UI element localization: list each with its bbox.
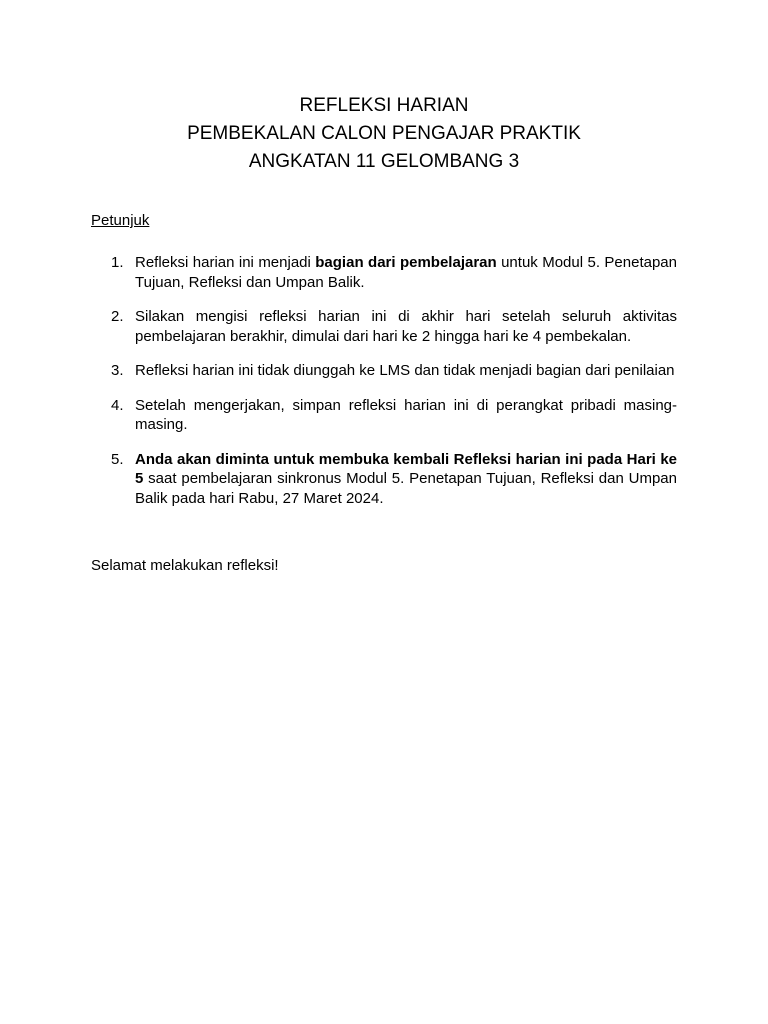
list-item-number: 4. [111, 396, 124, 414]
list-item [111, 253, 677, 292]
list-item-text: Refleksi harian ini tidak diunggah ke LMS dan tidak menjadi bagian dari penilaian [135, 362, 675, 379]
title-line-2: PEMBEKALAN CALON PENGAJAR PRAKTIK [187, 123, 581, 144]
list-item-text: saat pembelajaran sinkronus Modul 5. Penetapan Tujuan, Refleksi dan Umpan Balik pada hari Rabu, 27 Maret 2024. [135, 470, 677, 507]
document-title [0, 92, 768, 176]
list-item-text: Setelah mengerjakan, simpan refleksi harian ini di perangkat pribadi masing-masing. [135, 396, 677, 433]
title-line-1: REFLEKSI HARIAN [299, 95, 469, 116]
list-item-number: 2. [111, 308, 124, 325]
list-item [111, 361, 677, 381]
closing-text: Selamat melakukan refleksi! [91, 557, 279, 574]
list-item-text: untuk Modul 5. Penetapan Tujuan, Refleksi dan Umpan Balik. [135, 254, 677, 291]
title-line-3: ANGKATAN 11 GELOMBANG 3 [248, 151, 520, 172]
instructions-list [111, 253, 677, 523]
list-item-bold-text: bagian dari pembelajaran [315, 254, 497, 271]
list-item-text: Refleksi harian ini menjadi [135, 254, 316, 271]
list-item-bold-text: Anda akan diminta untuk membuka kembali Refleksi harian ini pada Hari ke 5 [135, 450, 677, 487]
instructions-heading: Petunjuk [91, 212, 150, 229]
list-item-number: 5. [111, 450, 124, 468]
list-item-number: 3. [111, 362, 124, 379]
list-item [111, 450, 677, 509]
list-item-number: 1. [111, 254, 124, 271]
list-item [111, 396, 677, 435]
list-item [111, 307, 677, 346]
list-item-text: Silakan mengisi refleksi harian ini di akhir hari setelah seluruh aktivitas pembelajaran berakhir, dimulai dari hari ke 2 hingga hari ke 4 pembekalan. [135, 308, 677, 345]
